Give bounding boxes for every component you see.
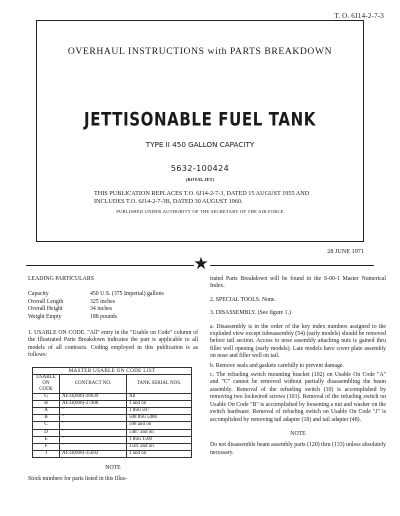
note-text: Stock numbers for parts listed in this Illus-	[28, 476, 128, 483]
table-row	[33, 408, 192, 415]
table-header: USABLE ON CODE	[33, 374, 60, 393]
table-row	[33, 401, 192, 408]
table-row	[33, 429, 192, 436]
particular-label: Weight Empty	[28, 313, 62, 320]
table-cell: H	[33, 401, 60, 408]
table-cell: 1 thru 1500	[127, 436, 192, 443]
table-row	[33, 394, 192, 401]
leading-particulars-heading: LEADING PARTICULARS	[28, 276, 94, 282]
table-cell: F	[33, 443, 60, 450]
table-cell: A	[33, 408, 60, 415]
table-cell: 1501 and on	[127, 443, 192, 450]
table-cell: 508 thru 5486	[127, 415, 192, 422]
table-cell: C	[33, 422, 60, 429]
table-header: CONTRACT NO.	[60, 374, 127, 393]
particular-value: 325 inches	[90, 298, 115, 305]
table-cell: "	[60, 436, 127, 443]
divider-left	[26, 265, 194, 266]
particular-value: 450 U.S. (375 Imperial) gallons	[90, 291, 164, 298]
table-cell: "	[60, 422, 127, 429]
paragraph-b: b. Remove seals and gaskets carefully to prevent damage.	[210, 362, 344, 369]
table-cell: "	[60, 408, 127, 415]
table-cell: E	[33, 436, 60, 443]
table-row	[33, 443, 192, 450]
particular-label: Overall Length	[28, 298, 64, 305]
part-number: 5632-100424	[170, 164, 230, 173]
paragraph-c: c. The refueling switch mounting bracket (102) on Usable On Code "A" and "C" cannot be removed without partially disassembling the beam assembly. Removal of the refueling switch (10) is accomplished by removing two lockwired screws (101). Removal of the refueling switch on Usable On Code "B" is accomplished by loosening a nut and washer on the switch hardware. Removal of refueling switch on Usable On Code "J" is accomplished by removing tail adapter (18) and tail adapter (48).	[210, 372, 386, 423]
table-cell: 1 thru 507	[127, 408, 192, 415]
disassembly-heading: 3. DISASSEMBLY. (See figure 1.)	[210, 310, 291, 317]
divider-right	[210, 265, 374, 266]
table-header: TANK SERIAL NOS.	[127, 374, 192, 393]
particular-value: 188 pounds	[90, 313, 117, 320]
type-line: TYPE II 450 GALLON CAPACITY	[145, 140, 255, 149]
table-cell: 1 and on	[127, 450, 192, 457]
table-row	[33, 436, 192, 443]
table-cell: "	[60, 429, 127, 436]
table-row	[33, 422, 192, 429]
table-cell: "	[60, 443, 127, 450]
particular-label: Overall Height	[28, 306, 63, 313]
continuation-text: trated Parts Breakdown will be found in the S-00-1 Master Numerical Index.	[210, 276, 386, 290]
to-number: T. O. 6J14-2-7-3	[334, 12, 384, 20]
special-tools-heading: 2. SPECIAL TOOLS. None.	[210, 296, 276, 303]
table-cell: 5487 and on	[127, 429, 192, 436]
leading-particulars-list	[28, 291, 198, 321]
replaces-notice: THIS PUBLICATION REPLACES T.O. 6J14-2-7-3, DATED 15 AUGUST 1955 AND INCLUDES T.O. 6J14-2-7-3B, DATED 30 AUGUST 1960.	[94, 190, 310, 205]
overhaul-heading: OVERHAUL INSTRUCTIONS with PARTS BREAKDOWN	[67, 46, 333, 57]
note-heading: NOTE	[290, 430, 306, 437]
paragraph-a: a. Disassembly is in the order of the key index numbers assigned to the exploded view except tubeassembly (54) (early models) should be removed before tail section. Access to nose assembly attaching nuts is gained thru filler well opening (early models). Late models have cover plate assembly on nose and filler well on tail.	[210, 323, 386, 360]
star-icon: ★	[193, 254, 209, 273]
table-row	[33, 450, 192, 457]
table-cell: G	[33, 394, 60, 401]
table-cell: 1 and on	[127, 401, 192, 408]
usable-on-code-table	[32, 367, 192, 458]
table-cell: All	[127, 394, 192, 401]
left-column	[28, 276, 198, 484]
table-cell: AF33(600)-20639	[60, 394, 127, 401]
table-row	[33, 415, 192, 422]
table-cell: AF33(600)-27408	[60, 401, 127, 408]
right-column	[210, 276, 386, 457]
particular-label: Capacity	[28, 291, 49, 298]
table-cell: B	[33, 415, 60, 422]
manufacturer: (ROYAL JET)	[186, 177, 214, 182]
table-cell: D	[33, 429, 60, 436]
note-text: Do not disassemble beam assembly parts (120) thru (133) unless absolutely necessary.	[210, 442, 386, 456]
particular-value: 34 inches	[90, 306, 113, 313]
usable-on-code-paragraph: 1. USABLE ON CODE. "All" entry in the "Usable on Code" column of the Illustrated Parts Breakdown indicates the part is applicable to all models of all contracts. Coding employed in this publication is as follows:	[28, 330, 198, 359]
table-cell: 508 and on	[127, 422, 192, 429]
table-cell: J	[33, 450, 60, 457]
note-heading: NOTE	[105, 464, 121, 471]
table-cell: AF33(600)-35692	[60, 450, 127, 457]
table-caption: MASTER USABLE ON CODE LIST	[33, 367, 192, 374]
publication-date: 28 JUNE 1971	[327, 248, 364, 255]
authority-line: PUBLISHED UNDER AUTHORITY OF THE SECRETARY OF THE AIR FORCE	[116, 209, 284, 214]
table-cell: "	[60, 415, 127, 422]
page-title: JETTISONABLE FUEL TANK	[84, 108, 316, 131]
